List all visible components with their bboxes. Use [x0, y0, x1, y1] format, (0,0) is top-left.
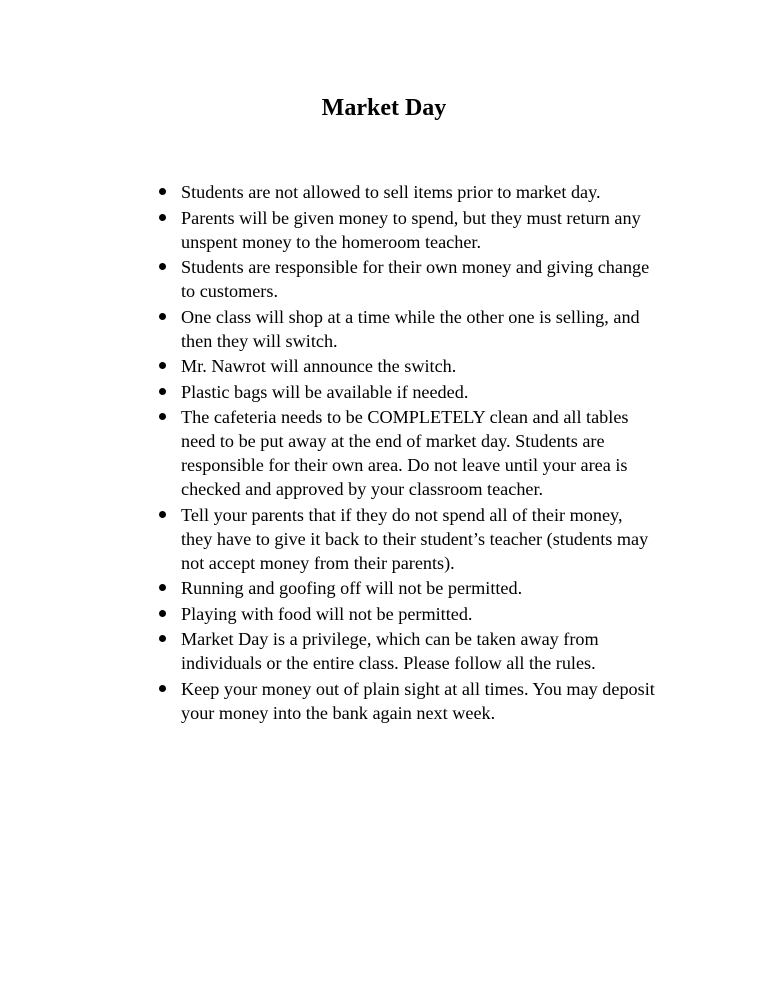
- list-item: [156, 255, 656, 303]
- rule-text: Mr. Nawrot will announce the switch.: [181, 356, 457, 376]
- bullet-icon: [159, 685, 166, 692]
- list-item: [156, 305, 656, 353]
- bullet-icon: [159, 413, 166, 420]
- list-item: [156, 354, 656, 378]
- rule-text: Students are not allowed to sell items prior to market day.: [181, 182, 601, 202]
- bullet-icon: [159, 635, 166, 642]
- bullet-icon: [159, 214, 166, 221]
- rule-text: Students are responsible for their own money and giving change to customers.: [181, 257, 650, 301]
- rule-text: Playing with food will not be permitted.: [181, 603, 473, 624]
- bullet-icon: [159, 388, 166, 395]
- list-item: [156, 180, 656, 204]
- list-item: [156, 206, 656, 254]
- page-title: Market Day: [321, 95, 447, 121]
- list-item: [156, 602, 656, 626]
- rule-text: Market Day is a privilege, which can be taken away from individuals or the entire class. Please follow all the rules.: [181, 629, 599, 673]
- list-item: [156, 627, 656, 675]
- bullet-icon: [159, 263, 166, 270]
- rules-list: [156, 180, 656, 725]
- rule-text: Running and goofing off will not be permitted.: [181, 578, 523, 598]
- bullet-icon: [159, 362, 166, 369]
- bullet-icon: [159, 313, 166, 320]
- list-item: [156, 576, 656, 600]
- list-item: [156, 677, 656, 725]
- rule-text: The cafeteria needs to be COMPLETELY clean and all tables need to be put away at the end of market day. Students are responsible for their own area. Do not leave until your area is checked and approved by your classroom teacher.: [181, 407, 629, 499]
- list-item: [156, 380, 656, 404]
- bullet-icon: [159, 188, 166, 195]
- rule-text: Tell your parents that if they do not spend all of their money, they have to give it back to their student’s teacher (students may not accept money from their parents).: [181, 504, 649, 573]
- list-item: [156, 405, 656, 501]
- list-item: [156, 503, 656, 575]
- rule-text: Parents will be given money to spend, but they must return any unspent money to the homeroom teacher.: [181, 207, 641, 252]
- bullet-icon: [159, 511, 166, 518]
- bullet-icon: [159, 610, 166, 617]
- bullet-icon: [159, 584, 166, 591]
- rule-text: Plastic bags will be available if needed.: [181, 381, 469, 402]
- rule-text: One class will shop at a time while the other one is selling, and then they will switch.: [181, 306, 640, 351]
- rule-text: Keep your money out of plain sight at all times. You may deposit your money into the bank again next week.: [181, 678, 655, 723]
